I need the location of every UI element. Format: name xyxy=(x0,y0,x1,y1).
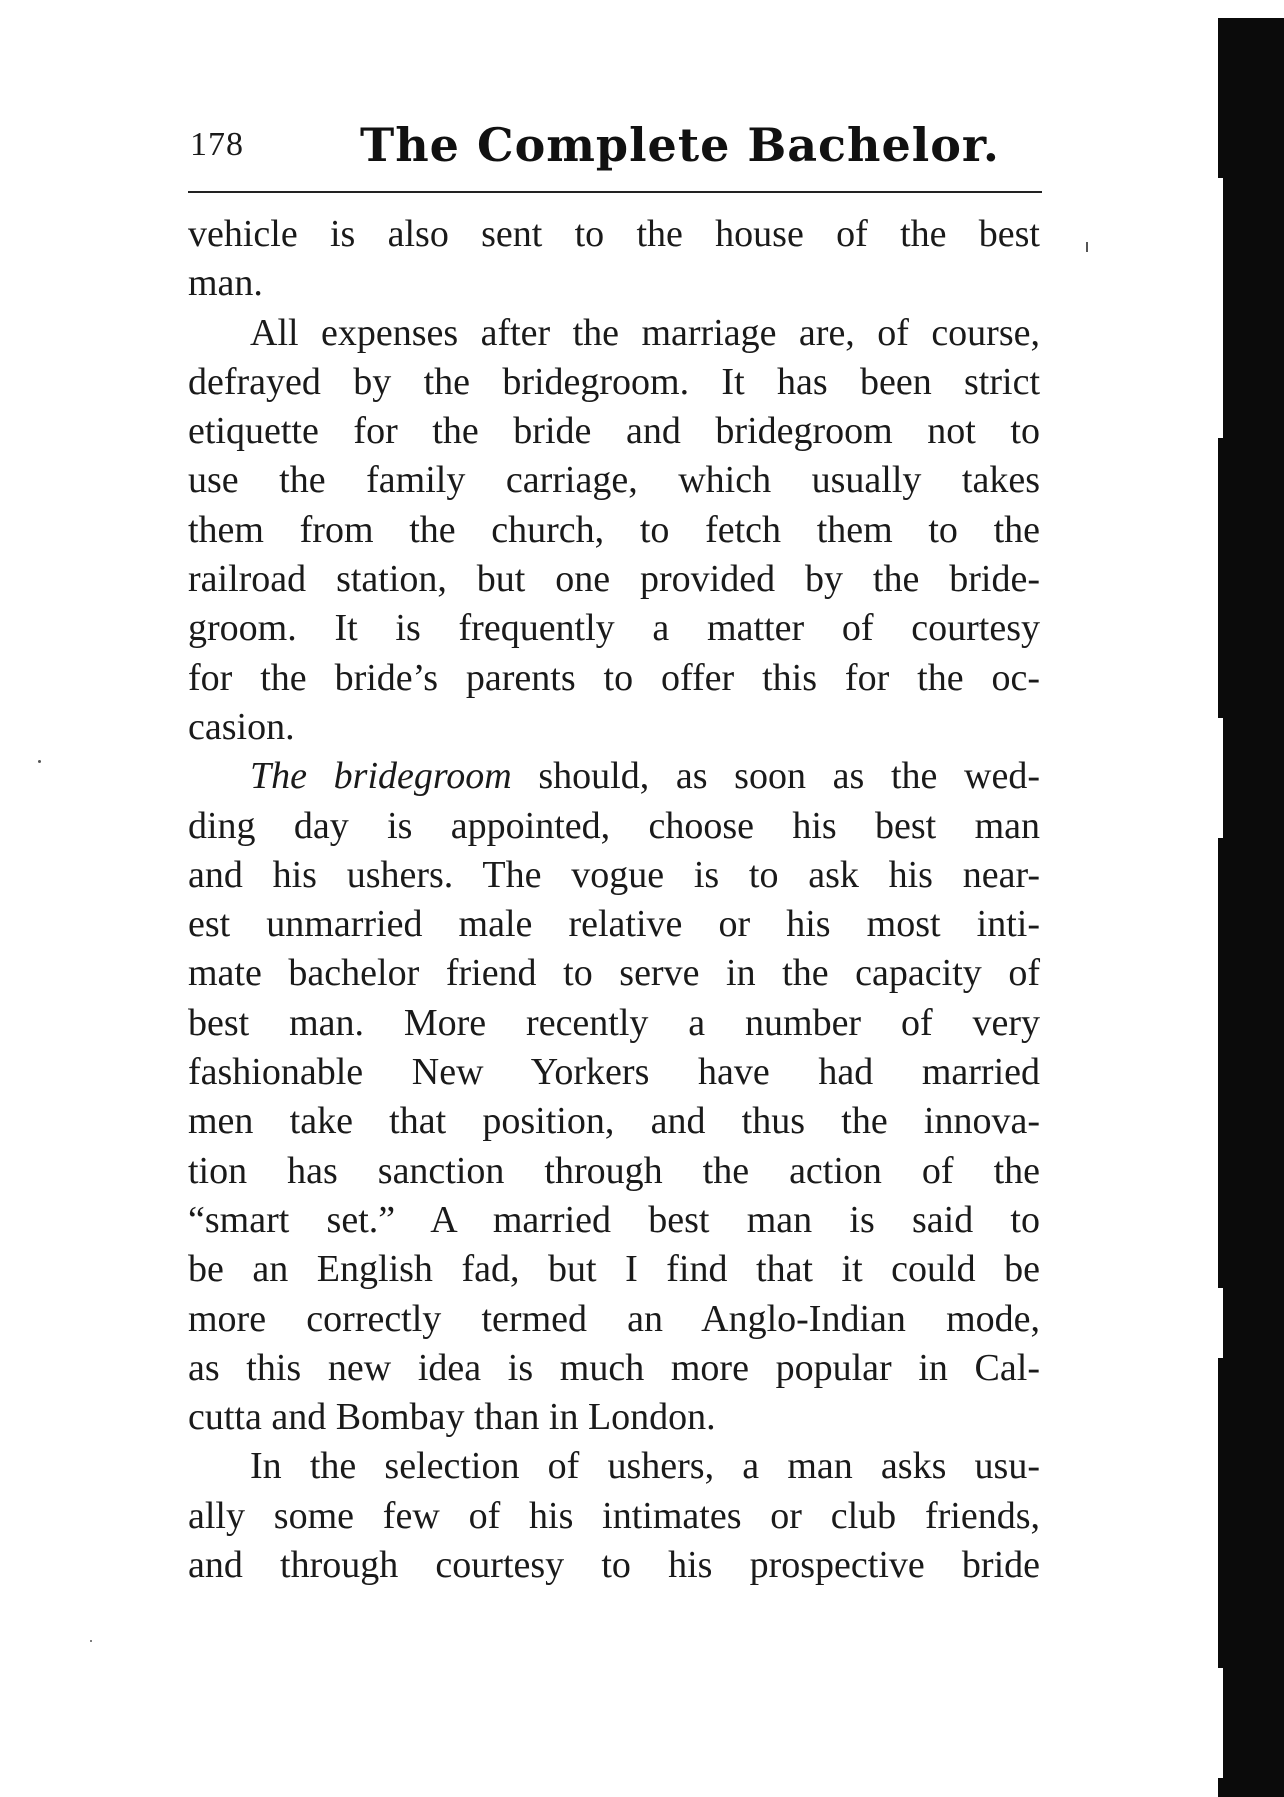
text-line: railroad station, but one provided by the bride- xyxy=(188,558,1040,601)
body-text xyxy=(188,210,1040,1590)
text-line: be an English fad, but I find that it could be xyxy=(188,1248,1040,1291)
text-line: fashionable New Yorkers have had married xyxy=(188,1051,1040,1094)
text-line: tion has sanction through the action of the xyxy=(188,1149,1040,1192)
text-line: more correctly termed an Anglo-Indian mode, xyxy=(188,1297,1040,1340)
text-line: and through courtesy to his prospective bride xyxy=(188,1544,1040,1587)
italic-phrase: The bridegroom xyxy=(250,755,512,798)
page-number: 178 xyxy=(190,126,244,163)
text-line: defrayed by the bridegroom. It has been strict xyxy=(188,360,1040,403)
text-line-rest: should, as soon as the wed- xyxy=(511,755,1040,798)
scan-binding-edge xyxy=(1218,18,1284,1797)
scan-speck xyxy=(90,1640,92,1642)
text-line: best man. More recently a number of very xyxy=(188,1001,1040,1044)
text-line: groom. It is frequently a matter of courtesy xyxy=(188,607,1040,650)
text-line: use the family carriage, which usually takes xyxy=(188,459,1040,502)
text-line: In the selection of ushers, a man asks usu- xyxy=(250,1445,1040,1488)
text-line: man. xyxy=(188,262,263,305)
text-line-mixed xyxy=(188,752,1040,801)
text-line: as this new idea is much more popular in Cal- xyxy=(188,1346,1040,1389)
text-line: ding day is appointed, choose his best man xyxy=(188,804,1040,847)
page-header xyxy=(190,118,1040,178)
text-line: All expenses after the marriage are, of course, xyxy=(250,311,1040,354)
text-line: for the bride’s parents to offer this for the oc- xyxy=(188,656,1040,699)
text-line: men take that position, and thus the innova- xyxy=(188,1100,1040,1143)
text-line: them from the church, to fetch them to the xyxy=(188,508,1040,551)
text-line: “smart set.” A married best man is said to xyxy=(188,1198,1040,1241)
text-line: mate bachelor friend to serve in the capacity of xyxy=(188,952,1040,995)
text-line: casion. xyxy=(188,705,295,748)
text-line: vehicle is also sent to the house of the best xyxy=(188,213,1040,255)
text-line: and his ushers. The vogue is to ask his near- xyxy=(188,853,1040,896)
scan-speck xyxy=(38,760,41,763)
text-line: etiquette for the bride and bridegroom not to xyxy=(188,410,1040,453)
text-line: cutta and Bombay than in London. xyxy=(188,1396,716,1439)
text-line: ally some few of his intimates or club friends, xyxy=(188,1494,1040,1537)
scan-speck xyxy=(1086,242,1088,252)
running-title: The Complete Bachelor. xyxy=(360,118,1000,172)
header-rule xyxy=(188,191,1042,193)
text-line: est unmarried male relative or his most inti- xyxy=(188,903,1040,946)
